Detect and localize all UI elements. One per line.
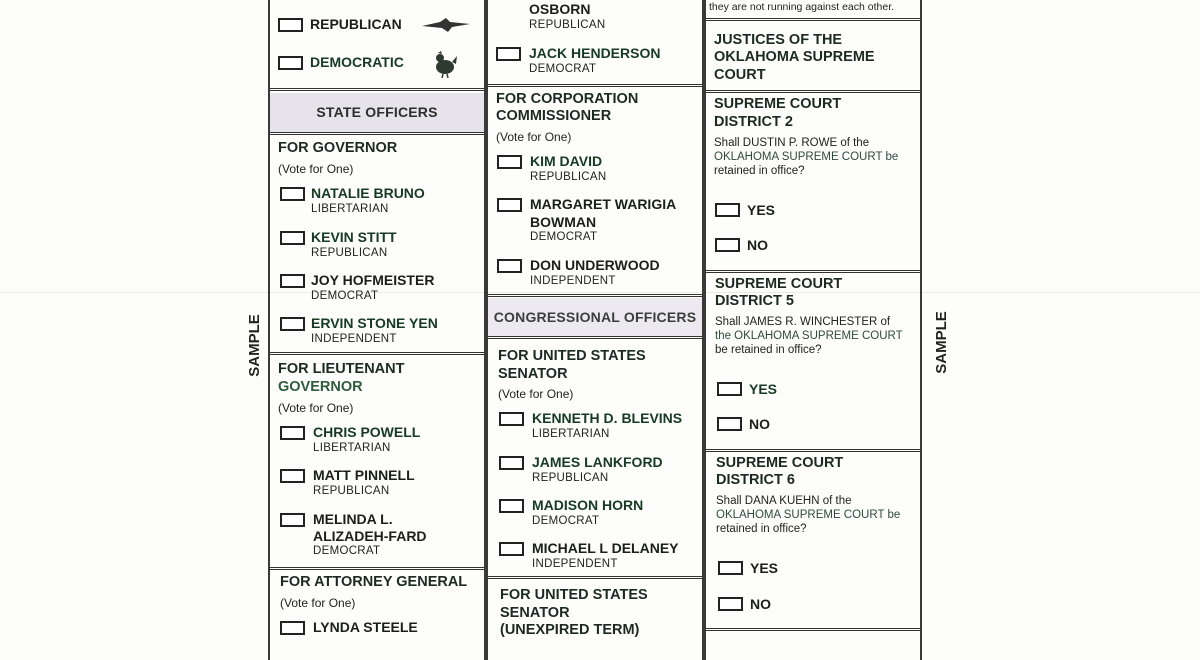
corp-commissioner-candidate-name: MARGARET WARIGIA: [530, 196, 677, 212]
previous-race-candidate-party: REPUBLICAN: [529, 19, 606, 31]
governor-vote-instruction: (Vote for One): [278, 162, 354, 176]
divider: [270, 555, 484, 570]
attorney-general-candidate-oval[interactable]: [280, 621, 305, 635]
lt-governor-candidate-oval[interactable]: [280, 513, 305, 527]
corp-commissioner-race-title: FOR CORPORATION: [496, 91, 639, 107]
district-5-question: be retained in office?: [715, 344, 822, 356]
sample-label-right: SAMPLE: [932, 311, 950, 374]
district-2-yes-label: YES: [747, 202, 776, 218]
district-5-no-oval[interactable]: [717, 417, 742, 431]
us-senator-vote-instruction: (Vote for One): [498, 387, 574, 401]
republican-party-label: REPUBLICAN: [310, 16, 402, 32]
previous-race-candidate-name: JACK HENDERSON: [529, 45, 661, 61]
previous-race-candidate-name: OSBORN: [529, 1, 591, 17]
divider: [706, 441, 920, 452]
governor-candidate-party: LIBERTARIAN: [311, 203, 389, 215]
democratic-party-oval[interactable]: [278, 56, 303, 70]
district-6-title: DISTRICT 6: [716, 472, 795, 488]
us-senator-candidate-party: REPUBLICAN: [532, 472, 609, 484]
corp-commissioner-candidate-name: BOWMAN: [530, 214, 597, 230]
divider: [270, 340, 484, 355]
divider: [706, 10, 920, 21]
governor-candidate-party: REPUBLICAN: [311, 247, 388, 259]
divider: [488, 76, 702, 87]
divider: [270, 132, 484, 135]
divider: [488, 286, 702, 297]
lt-governor-candidate-name: CHRIS POWELL: [313, 424, 421, 440]
previous-race-candidate-party: DEMOCRAT: [529, 63, 597, 75]
governor-candidate-oval[interactable]: [280, 317, 305, 331]
governor-candidate-name: ERVIN STONE YEN: [311, 315, 438, 331]
judicial-retention-note: they are not running against each other.: [709, 1, 895, 13]
lt-governor-candidate-name: MATT PINNELL: [313, 467, 415, 483]
lt-governor-candidate-party: REPUBLICAN: [313, 485, 390, 497]
state-officers-header: STATE OFFICERS: [270, 93, 484, 132]
us-senator-candidate-name: JAMES LANKFORD: [532, 454, 663, 470]
district-2-question: retained in office?: [714, 165, 805, 177]
corp-commissioner-candidate-party: INDEPENDENT: [530, 275, 616, 287]
us-senator-unexpired-race-title: SENATOR: [500, 605, 570, 621]
attorney-general-race-title: FOR ATTORNEY GENERAL: [280, 574, 468, 590]
attorney-general-candidate-name: LYNDA STEELE: [313, 619, 418, 635]
sample-label-left: SAMPLE: [245, 314, 263, 377]
us-senator-race-title: FOR UNITED STATES: [498, 348, 646, 364]
us-senator-candidate-party: INDEPENDENT: [532, 558, 618, 570]
divider: [488, 570, 702, 579]
corp-commissioner-candidate-party: REPUBLICAN: [530, 171, 607, 183]
ballot-column-1: [268, 0, 486, 660]
supreme-court-section-title: JUSTICES OF THE: [714, 32, 843, 48]
eagle-icon: [420, 16, 472, 36]
governor-candidate-party: DEMOCRAT: [311, 290, 379, 302]
governor-race-title: FOR GOVERNOR: [278, 140, 398, 156]
us-senator-candidate-oval[interactable]: [499, 456, 524, 470]
district-6-question: OKLAHOMA SUPREME COURT be: [716, 509, 901, 521]
us-senator-candidate-oval[interactable]: [499, 412, 524, 426]
supreme-court-section-title: COURT: [714, 67, 766, 83]
lt-governor-race-title: GOVERNOR: [278, 379, 363, 395]
us-senator-candidate-name: MADISON HORN: [532, 497, 644, 513]
lt-governor-candidate-party: DEMOCRAT: [313, 545, 381, 557]
district-6-question: retained in office?: [716, 523, 807, 535]
corp-commissioner-candidate-oval[interactable]: [497, 259, 522, 273]
governor-candidate-oval[interactable]: [280, 231, 305, 245]
district-6-yes-label: YES: [750, 560, 779, 576]
district-2-no-oval[interactable]: [715, 238, 740, 252]
governor-candidate-name: KEVIN STITT: [311, 229, 397, 245]
lt-governor-candidate-name: ALIZADEH-FARD: [313, 528, 427, 544]
district-6-no-label: NO: [750, 596, 771, 612]
lt-governor-candidate-oval[interactable]: [280, 426, 305, 440]
governor-candidate-name: JOY HOFMEISTER: [311, 272, 435, 288]
divider: [706, 84, 920, 93]
us-senator-candidate-party: DEMOCRAT: [532, 515, 600, 527]
governor-candidate-oval[interactable]: [280, 187, 305, 201]
us-senator-candidate-oval[interactable]: [499, 499, 524, 513]
corp-commissioner-candidate-oval[interactable]: [497, 198, 522, 212]
governor-candidate-oval[interactable]: [280, 274, 305, 288]
governor-candidate-party: INDEPENDENT: [311, 333, 397, 345]
district-5-question: Shall JAMES R. WINCHESTER of: [715, 316, 891, 328]
us-senator-candidate-name: MICHAEL L DELANEY: [532, 540, 679, 556]
us-senator-unexpired-race-title: (UNEXPIRED TERM): [500, 622, 640, 638]
us-senator-candidate-name: KENNETH D. BLEVINS: [532, 410, 683, 426]
corp-commissioner-candidate-name: KIM DAVID: [530, 153, 603, 169]
district-5-question: the OKLAHOMA SUPREME COURT: [715, 330, 903, 342]
corp-commissioner-vote-instruction: (Vote for One): [496, 130, 572, 144]
corp-commissioner-candidate-name: DON UNDERWOOD: [530, 257, 660, 273]
supreme-court-section-title: OKLAHOMA SUPREME: [714, 49, 875, 65]
district-2-no-label: NO: [747, 237, 768, 253]
district-5-title: SUPREME COURT: [715, 276, 843, 292]
district-6-question: Shall DANA KUEHN of the: [716, 495, 852, 507]
republican-party-oval[interactable]: [278, 18, 303, 32]
us-senator-race-title: SENATOR: [498, 366, 568, 382]
rooster-icon: [432, 50, 458, 78]
congressional-officers-header: CONGRESSIONAL OFFICERS: [488, 298, 702, 336]
ballot-column-2: [486, 0, 704, 660]
divider: [706, 620, 920, 631]
district-5-yes-label: YES: [749, 381, 778, 397]
us-senator-candidate-party: LIBERTARIAN: [532, 428, 610, 440]
governor-candidate-name: NATALIE BRUNO: [311, 185, 425, 201]
corp-commissioner-candidate-party: DEMOCRAT: [530, 231, 598, 243]
district-2-question: Shall DUSTIN P. ROWE of the: [714, 137, 870, 149]
district-6-no-oval[interactable]: [718, 597, 743, 611]
divider: [488, 336, 702, 339]
corp-commissioner-candidate-oval[interactable]: [497, 155, 522, 169]
lt-governor-candidate-name: MELINDA L.: [313, 511, 393, 527]
district-6-yes-oval[interactable]: [718, 561, 743, 575]
lt-governor-candidate-oval[interactable]: [280, 469, 305, 483]
district-5-no-label: NO: [749, 416, 770, 432]
district-2-yes-oval[interactable]: [715, 203, 740, 217]
district-2-title: SUPREME COURT: [714, 96, 842, 112]
us-senator-unexpired-race-title: FOR UNITED STATES: [500, 587, 648, 603]
attorney-general-vote-instruction: (Vote for One): [280, 596, 356, 610]
district-6-title: SUPREME COURT: [716, 455, 844, 471]
lt-governor-candidate-party: LIBERTARIAN: [313, 442, 391, 454]
district-2-title: DISTRICT 2: [714, 114, 793, 130]
democratic-party-label: DEMOCRATIC: [310, 54, 404, 70]
lt-governor-race-title: FOR LIEUTENANT: [278, 361, 405, 377]
ballot-column-3: [704, 0, 922, 660]
district-5-title: DISTRICT 5: [715, 293, 794, 309]
divider: [706, 262, 920, 273]
corp-commissioner-race-title: COMMISSIONER: [496, 108, 612, 124]
lt-governor-vote-instruction: (Vote for One): [278, 401, 354, 415]
district-2-question: OKLAHOMA SUPREME COURT be: [714, 151, 899, 163]
district-5-yes-oval[interactable]: [717, 382, 742, 396]
us-senator-candidate-oval[interactable]: [499, 542, 524, 556]
previous-race-candidate-oval[interactable]: [496, 47, 521, 61]
